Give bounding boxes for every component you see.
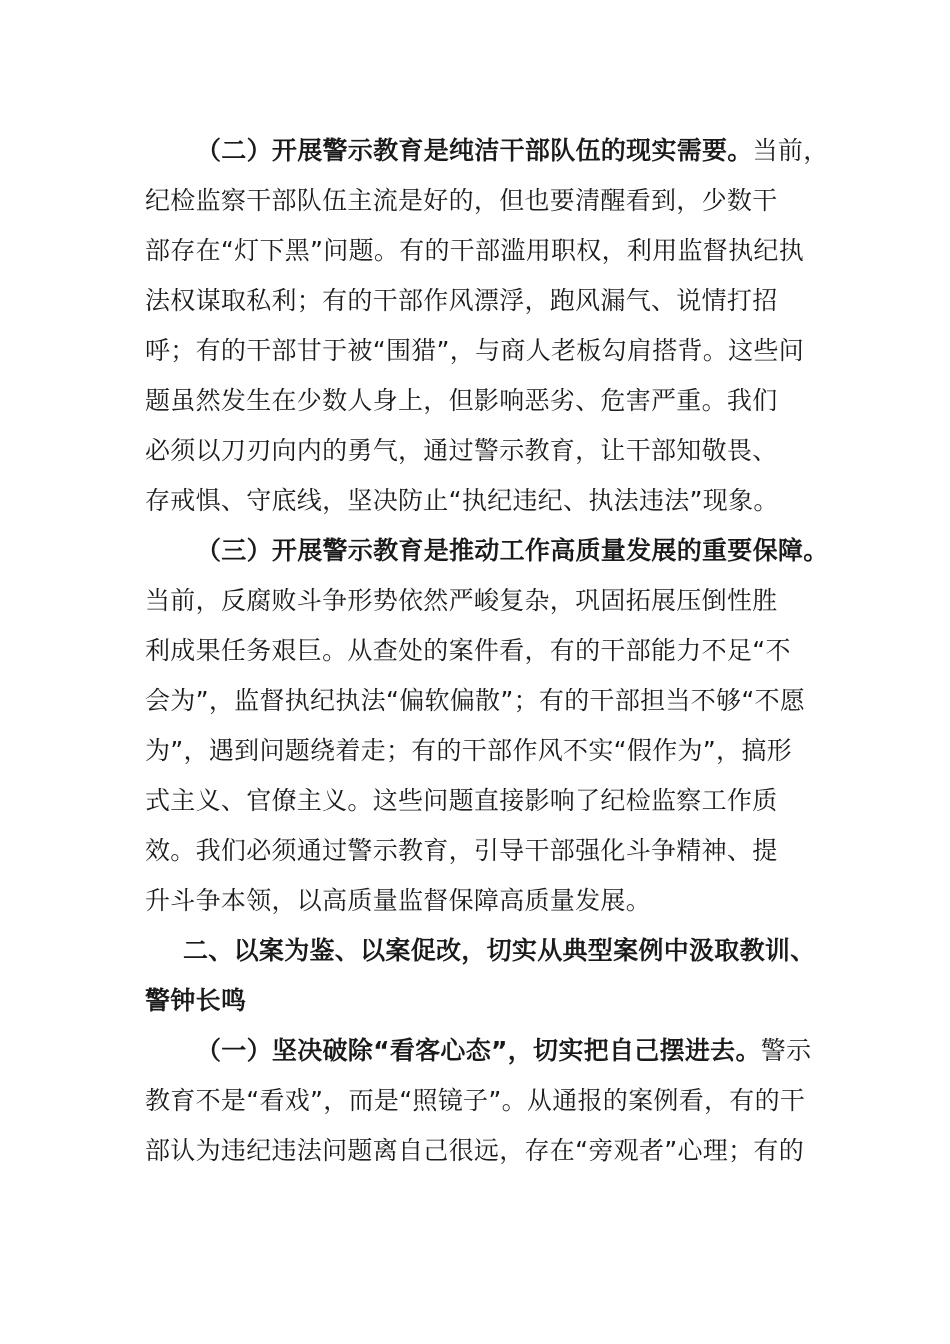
paragraph-line xyxy=(145,176,825,226)
paragraph-line xyxy=(145,226,825,276)
paragraph-line xyxy=(145,1126,825,1176)
body-text: 部认为违纪违法问题离自己很远，存在“旁观者”心理；有的 xyxy=(145,1136,805,1165)
body-text: 部存在“灯下黑”问题。有的干部滥用职权，利用监督执纪执 xyxy=(145,236,805,265)
section-heading-text: 警钟长鸣 xyxy=(145,986,247,1015)
paragraph-line xyxy=(145,426,825,476)
subheading-text: （二）开展警示教育是纯洁干部队伍的现实需要。 xyxy=(196,136,753,165)
body-text: 题虽然发生在少数人身上，但影响恶劣、危害严重。我们 xyxy=(145,386,778,415)
paragraph-line xyxy=(196,126,829,176)
section-heading-line xyxy=(145,976,825,1026)
body-text: 当前， xyxy=(752,136,829,165)
body-text: 效。我们必须通过警示教育，引导干部强化斗争精神、提 xyxy=(145,836,778,865)
body-text: 警示 xyxy=(760,1036,812,1065)
body-text: 存戒惧、守底线，坚决防止“执纪违纪、执法违法”现象。 xyxy=(145,486,779,515)
body-text: 法权谋取私利；有的干部作风漂浮，跑风漏气、说情打招 xyxy=(145,286,778,315)
body-text: 为”，遇到问题绕着走；有的干部作风不实“假作为”，搞形 xyxy=(145,736,792,765)
body-text: 会为”，监督执纪执法“偏软偏散”；有的干部担当不够“不愿 xyxy=(145,686,806,715)
body-text: 当前，反腐败斗争形势依然严峻复杂，巩固拓展压倒性胜 xyxy=(145,586,778,615)
paragraph-line xyxy=(145,476,825,526)
body-text: 利成果任务艰巨。从查处的案件看，有的干部能力不足“不 xyxy=(145,636,791,665)
paragraph-line xyxy=(145,376,825,426)
body-text: 纪检监察干部队伍主流是好的，但也要清醒看到，少数干 xyxy=(145,186,778,215)
paragraph-line xyxy=(145,776,825,826)
body-text: 升斗争本领，以高质量监督保障高质量发展。 xyxy=(145,886,652,915)
paragraph-line xyxy=(145,576,825,626)
section-heading-text: 二、以案为鉴、以案促改，切实从典型案例中汲取教训、 xyxy=(183,936,816,965)
paragraph-line xyxy=(145,276,825,326)
paragraph-line xyxy=(145,626,825,676)
body-text: 教育不是“看戏”，而是“照镜子”。从通报的案例看，有的干 xyxy=(145,1086,806,1115)
paragraph-line xyxy=(145,726,825,776)
body-text: 必须以刀刃向内的勇气，通过警示教育，让干部知敬畏、 xyxy=(145,436,778,465)
paragraph-line xyxy=(145,876,825,926)
subheading-text: （三）开展警示教育是推动工作高质量发展的重要保障。 xyxy=(196,536,829,565)
paragraph-line xyxy=(145,1076,825,1126)
paragraph-line xyxy=(145,826,825,876)
body-text: 式主义、官僚主义。这些问题直接影响了纪检监察工作质 xyxy=(145,786,778,815)
paragraph-line xyxy=(145,326,825,376)
subheading-text: （一）坚决破除“看客心态”，切实把自己摆进去。 xyxy=(196,1036,761,1065)
paragraph-line xyxy=(196,526,829,576)
paragraph-line xyxy=(196,1026,825,1076)
section-heading-line xyxy=(183,926,825,976)
body-text: 呼；有的干部甘于被“围猎”，与商人老板勾肩搭背。这些问 xyxy=(145,336,805,365)
paragraph-line xyxy=(145,676,825,726)
